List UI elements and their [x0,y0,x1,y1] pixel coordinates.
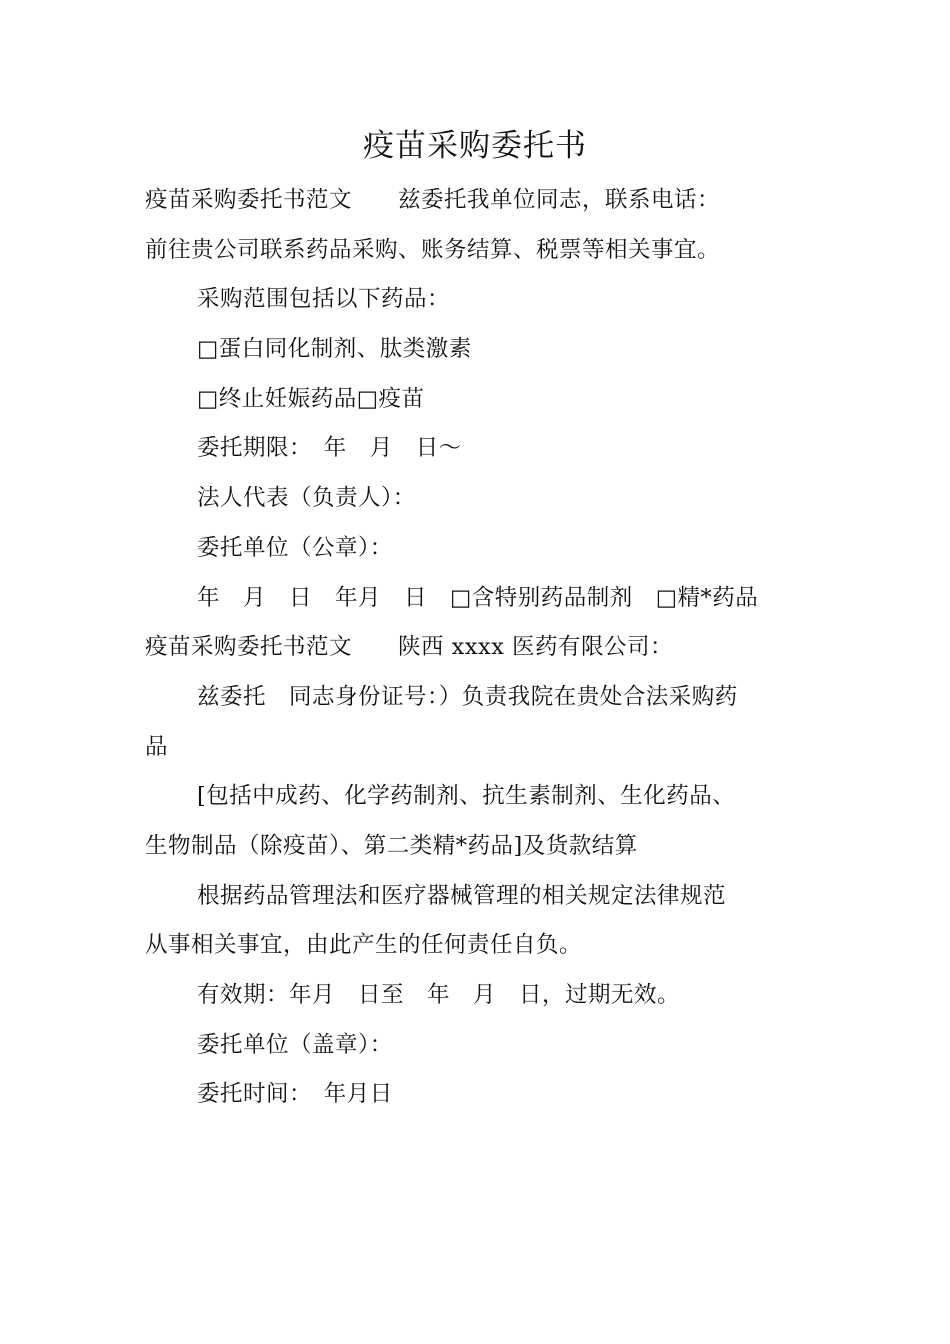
body-line: 从事相关事宜，由此产生的任何责任自负。 [145,932,583,959]
body-line: [包括中成药、化学药制剂、抗生素制剂、生化药品、 [197,783,736,810]
body-line: 委托单位（公章）： [197,534,393,561]
body-line: 委托期限： 年 月 日～ [197,435,462,462]
checkbox-line: □蛋白同化制剂、肽类激素 [197,336,472,363]
checkbox-line: 年 月 日 年月 日 □含特别药品制剂 □精*药品 [197,584,759,611]
body-line: 兹委托 同志身份证号：）负责我院在贵处合法采购药 [197,683,738,710]
body-line: 前往贵公司联系药品采购、账务结算、税票等相关事宜。 [145,236,721,263]
body-line: 品 [145,733,169,760]
body-line: 疫苗采购委托书范文 兹委托我单位同志，联系电话： [145,187,721,213]
checkbox-line: □终止妊娠药品□疫苗 [197,385,425,412]
body-line: 生物制品（除疫苗）、第二类精*药品]及货款结算 [145,832,638,859]
body-line: 疫苗采购委托书范文 陕西 xxxx 医药有限公司： [145,634,674,661]
document-title: 疫苗采购委托书 [363,128,587,164]
body-line: 根据药品管理法和医疗器械管理的相关规定法律规范 [197,882,727,909]
body-line: 委托单位（盖章）： [197,1031,393,1058]
body-line: 有效期：年月 日至 年 月 日，过期无效。 [197,982,681,1008]
document-body [145,176,810,1120]
body-line: 法人代表（负责人）： [197,485,416,512]
body-line: 采购范围包括以下药品： [197,286,451,313]
body-line: 委托时间： 年月日 [197,1081,393,1108]
